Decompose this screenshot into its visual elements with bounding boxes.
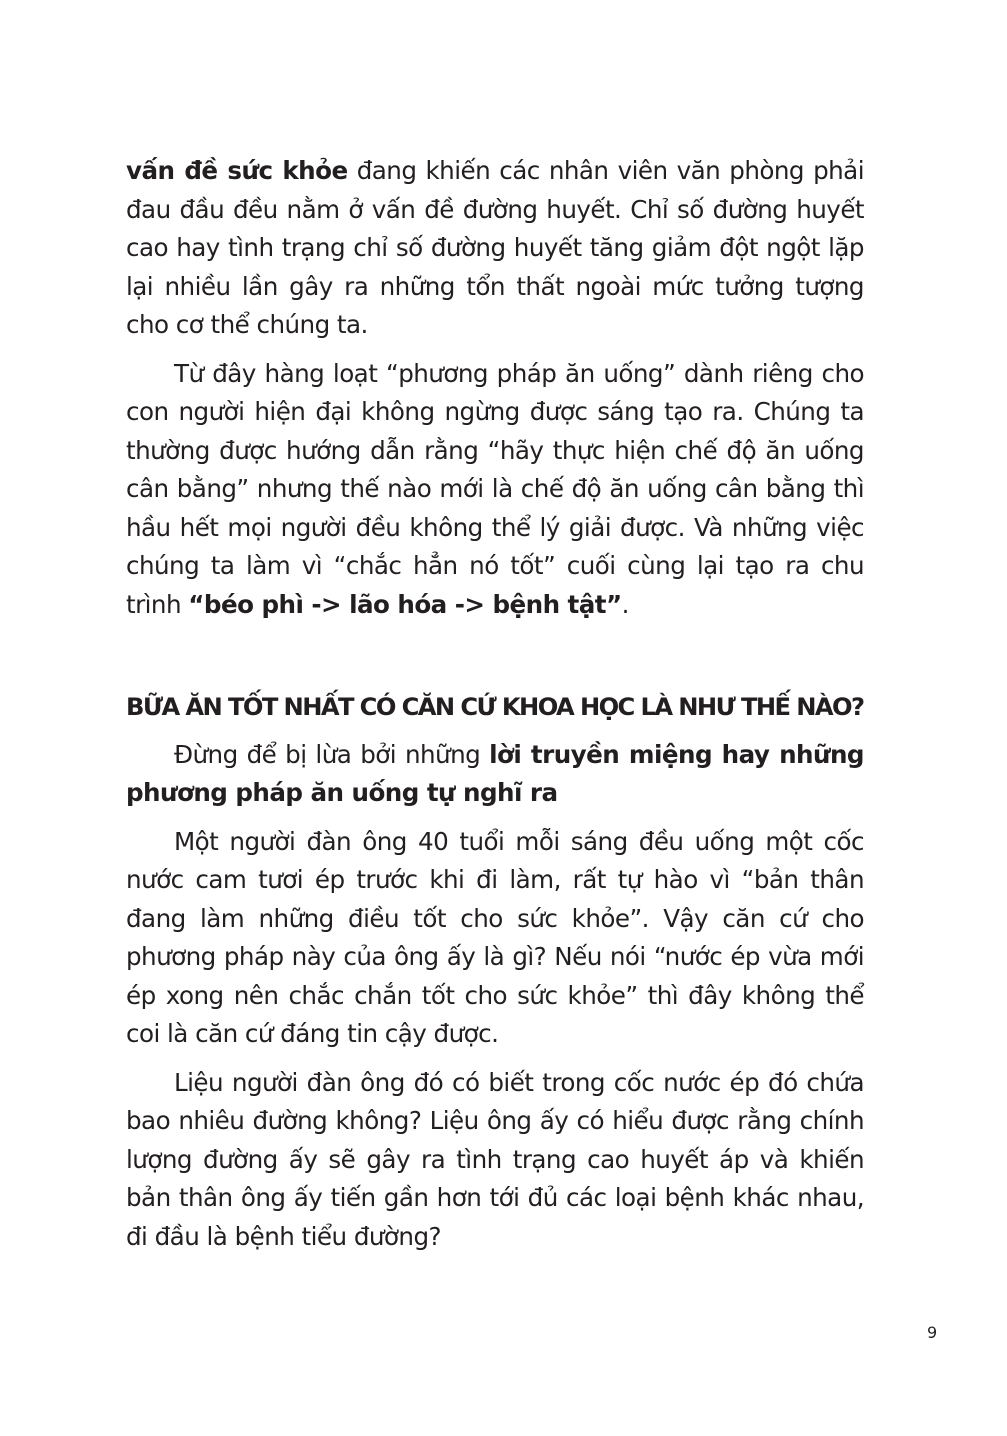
bold-phrase: vấn đề sức khỏe [126,156,348,185]
bold-phrase: “béo phì -> lão hóa -> bệnh tật” [188,589,622,619]
paragraph-text: Từ đây hàng loạt “phương pháp ăn uống” dành riêng cho con người hiện đại không ngừng được sáng tạo ra. Chúng ta thường được hướng dẫn rằng “hãy thực hiện chế độ ăn uống cân bằng” nhưng thế nào mới là chế độ ăn uống cân bằng thì hầu hết mọi người đều không thể lý giải được. Và những việc chúng ta làm vì “chắc hẳn nó tốt” cuối cùng lại tạo ra chu trình [126,358,864,619]
paragraph-text: Một người đàn ông 40 tuổi mỗi sáng đều uống một cốc nước cam tươi ép trước khi đi làm, rất tự hào vì “bản thân đang làm những điều tốt cho sức khỏe”. Vậy căn cứ cho phương pháp này của ông ấy là gì? Nếu nói “nước ép vừa mới ép xong nên chắc chắn tốt cho sức khỏe” thì đây không thể coi là căn cứ đáng tin cậy được. [126,826,864,1048]
bold-phrase: lời truyền miệng hay những phương pháp ăn uống tự nghĩ ra [126,739,864,807]
paragraph-2 [126,355,864,625]
paragraph-4 [126,823,864,1054]
paragraph-3 [126,736,864,813]
page-body [126,152,864,1256]
paragraph-1 [126,152,864,345]
paragraph-text: đang khiến các nhân viên văn phòng phải đau đầu đều nằm ở vấn đề đường huyết. Chỉ số đường huyết cao hay tình trạng chỉ số đường huyết tăng giảm đột ngột lặp lại nhiều lần gây ra những tổn thất ngoài mức tưởng tượng cho cơ thể chúng ta. [126,156,864,339]
paragraph-text: Liệu người đàn ông đó có biết trong cốc nước ép đó chứa bao nhiêu đường không? Liệu ông ấy có hiểu được rằng chính lượng đường ấy sẽ gây ra tình trạng cao huyết áp và khiến bản thân ông ấy tiến gần hơn tới đủ các loại bệnh khác nhau, đi đầu là bệnh tiểu đường? [126,1067,864,1251]
section-heading: BỮA ĂN TỐT NHẤT CÓ CĂN CỨ KHOA HỌC LÀ NHƯ THẾ NÀO? [126,693,864,721]
page-number: 9 [927,1323,938,1342]
paragraph-5 [126,1064,864,1257]
paragraph-text: Đừng để bị lừa bởi những [174,739,490,769]
paragraph-end: . [621,589,629,619]
